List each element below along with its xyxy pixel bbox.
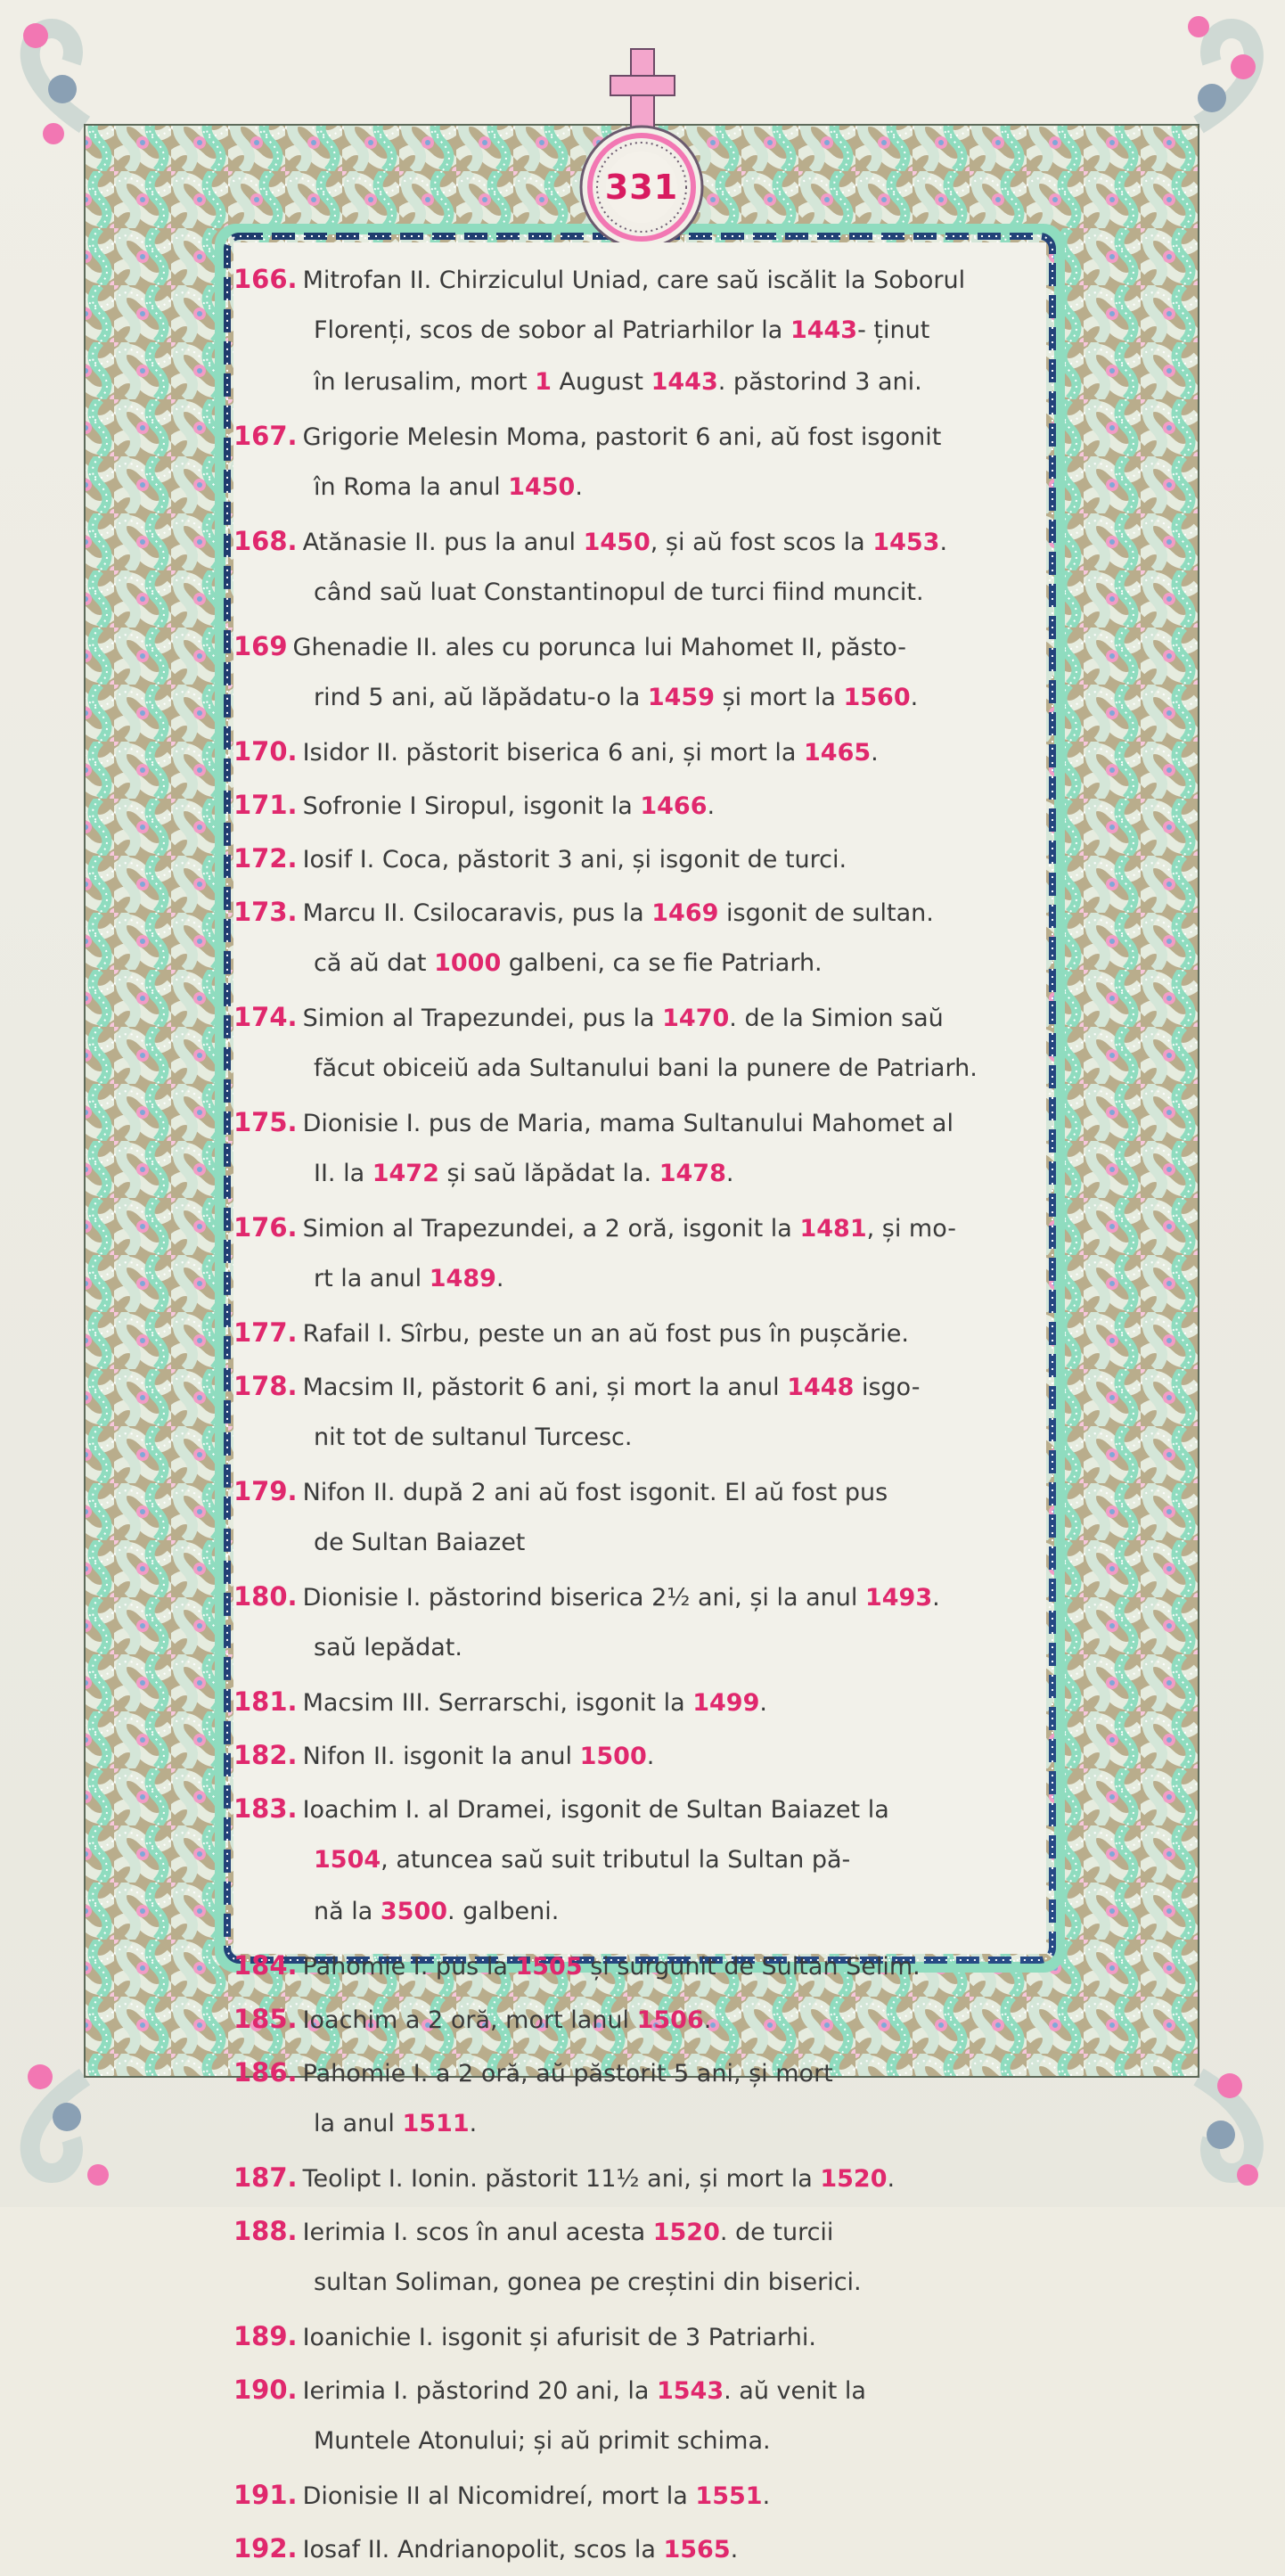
entry-line bbox=[233, 305, 1053, 357]
entry-text: în Ierusalim, mort bbox=[314, 368, 536, 396]
entry-text: rind 5 ani, aŭ lăpădatu-o la bbox=[314, 684, 648, 711]
entry-text: isgonit de sultan. bbox=[718, 899, 934, 927]
highlighted-year: 1506 bbox=[636, 2006, 704, 2034]
entry-text: . bbox=[646, 1743, 655, 1770]
entry-text: în Roma la anul bbox=[314, 473, 509, 501]
patriarch-entry bbox=[233, 2469, 1053, 2521]
entry-text: Florenți, scos de sobor al Patriarhilor la bbox=[314, 316, 790, 344]
patriarch-entry bbox=[233, 1202, 1053, 1305]
patriarch-entry bbox=[233, 2364, 1053, 2467]
highlighted-year: 1472 bbox=[372, 1160, 439, 1187]
entry-line bbox=[233, 567, 1053, 619]
entry-text: Nifon II. isgonit la anul bbox=[302, 1743, 580, 1770]
entry-line bbox=[233, 253, 1053, 305]
highlighted-year: 1453 bbox=[872, 529, 940, 556]
entry-line bbox=[233, 357, 1053, 408]
highlighted-year: 1543 bbox=[656, 2377, 724, 2405]
patriarch-entry bbox=[233, 2523, 1053, 2574]
entry-line bbox=[233, 2310, 1053, 2362]
entry-text: și surgunit de Sultan Selim. bbox=[582, 1953, 921, 1981]
entry-line bbox=[233, 1412, 1053, 1464]
entry-line bbox=[233, 1783, 1053, 1834]
entry-number: 174. bbox=[233, 1002, 298, 1032]
patriarch-entry bbox=[233, 1993, 1053, 2045]
entry-number: 170. bbox=[233, 736, 298, 767]
entry-text: Ierimia I. scos în anul acesta bbox=[302, 2219, 653, 2246]
entry-text: Ioachim I. al Dramei, isgonit de Sultan Baiazet la bbox=[302, 1796, 889, 1824]
patriarch-entry bbox=[233, 620, 1053, 724]
entry-text: Dionisie II al Nicomidreí, mort la bbox=[302, 2482, 696, 2510]
highlighted-year: 1000 bbox=[434, 949, 502, 977]
entry-text: August bbox=[551, 368, 651, 396]
corner-flourish-top-left bbox=[23, 23, 85, 144]
entry-line bbox=[233, 1253, 1053, 1305]
highlighted-year: 1470 bbox=[662, 1005, 730, 1032]
entry-line bbox=[233, 672, 1053, 724]
entry-text: . bbox=[759, 1689, 767, 1717]
entry-line bbox=[233, 1940, 1053, 1991]
patriarch-entry bbox=[233, 2310, 1053, 2362]
patriarch-entry bbox=[233, 833, 1053, 884]
highlighted-year: 1520 bbox=[652, 2219, 720, 2246]
highlighted-year: 1560 bbox=[843, 684, 911, 711]
highlighted-year: 1465 bbox=[804, 739, 872, 767]
entry-text: . bbox=[932, 1584, 940, 1612]
entry-text: rt la anul bbox=[314, 1265, 430, 1292]
highlighted-year: 1450 bbox=[583, 529, 651, 556]
entry-line bbox=[233, 2469, 1053, 2521]
entry-text: Pahomie I. pus la bbox=[302, 1953, 516, 1981]
entry-text: Iosif I. Coca, păstorit 3 ani, și isgonit de turci. bbox=[302, 846, 847, 874]
entry-number: 175. bbox=[233, 1107, 298, 1137]
entry-line bbox=[233, 1465, 1053, 1517]
entry-text: Dionisie I. pus de Maria, mama Sultanului Mahomet al bbox=[302, 1110, 954, 1137]
entry-line bbox=[233, 779, 1053, 831]
highlighted-year: 1520 bbox=[820, 2165, 888, 2193]
patriarch-entry bbox=[233, 410, 1053, 513]
entry-line bbox=[233, 1096, 1053, 1148]
highlighted-year: 1466 bbox=[640, 792, 708, 820]
entry-text: Macsim II, păstorit 6 ani, și mort la anul bbox=[302, 1374, 788, 1401]
entry-line bbox=[233, 991, 1053, 1043]
entry-line bbox=[233, 1202, 1053, 1253]
entry-number: 176. bbox=[233, 1212, 298, 1243]
entry-text: . bbox=[707, 792, 716, 820]
entry-line bbox=[233, 726, 1053, 777]
entry-number: 167. bbox=[233, 421, 298, 451]
highlighted-year: 1489 bbox=[429, 1265, 496, 1292]
entry-line bbox=[233, 462, 1053, 513]
entry-number: 184. bbox=[233, 1950, 298, 1981]
patriarch-entry bbox=[233, 253, 1053, 408]
patriarch-entry bbox=[233, 726, 1053, 777]
patriarch-entry bbox=[233, 2205, 1053, 2309]
entry-text: nit tot de sultanul Turcesc. bbox=[314, 1423, 633, 1451]
entry-line bbox=[233, 833, 1053, 884]
cross-ornament bbox=[610, 49, 675, 134]
entry-text: Grigorie Melesin Moma, pastorit 6 ani, aŭ fost isgonit bbox=[302, 423, 942, 451]
entry-number: 172. bbox=[233, 843, 298, 874]
entry-text: Atănasie II. pus la anul bbox=[302, 529, 584, 556]
entry-text: . de la Simion saŭ bbox=[729, 1005, 944, 1032]
entry-text: , și aŭ fost scos la bbox=[650, 529, 873, 556]
entry-line bbox=[233, 1676, 1053, 1727]
entry-number: 166. bbox=[233, 264, 298, 294]
entry-text: Ierimia I. păstorind 20 ani, la bbox=[302, 2377, 657, 2405]
entry-number: 171. bbox=[233, 790, 298, 820]
entry-text: . de turcii bbox=[719, 2219, 834, 2246]
entry-text: . bbox=[871, 739, 879, 767]
highlighted-year: 1469 bbox=[651, 899, 719, 927]
entry-line bbox=[233, 2523, 1053, 2574]
patriarch-entry bbox=[233, 779, 1053, 831]
entry-text: Pahomie I. a 2 oră, aŭ păstorit 5 ani, și mort bbox=[302, 2060, 833, 2088]
patriarch-entry bbox=[233, 1307, 1053, 1358]
entry-text: . bbox=[762, 2482, 771, 2510]
entry-text: Ioanichie I. isgonit și afurisit de 3 Patriarhi. bbox=[302, 2324, 816, 2351]
entry-line bbox=[233, 2416, 1053, 2467]
entry-line bbox=[233, 1148, 1053, 1200]
entry-text: . bbox=[725, 1160, 734, 1187]
entry-text: . bbox=[730, 2536, 739, 2564]
entry-text: Rafail I. Sîrbu, peste un an aŭ fost pus în pușcărie. bbox=[302, 1320, 909, 1348]
highlighted-year: 1443 bbox=[651, 368, 718, 396]
highlighted-year: 1499 bbox=[692, 1689, 760, 1717]
entry-line bbox=[233, 886, 1053, 938]
entry-text: galbeni, ca se fie Patriarh. bbox=[501, 949, 823, 977]
entry-text: și saŭ lăpădat la. bbox=[438, 1160, 659, 1187]
entry-text: isgo- bbox=[854, 1374, 921, 1401]
entry-line bbox=[233, 1834, 1053, 1886]
entry-number: 185. bbox=[233, 2004, 298, 2034]
highlighted-year: 1448 bbox=[787, 1374, 855, 1401]
highlighted-year: 1459 bbox=[647, 684, 716, 711]
entry-text: . bbox=[495, 1265, 504, 1292]
entry-text: Nifon II. după 2 ani aŭ fost isgonit. El aŭ fost pus bbox=[302, 1479, 888, 1506]
entry-line bbox=[233, 2257, 1053, 2309]
entry-line bbox=[233, 1886, 1053, 1938]
entry-number: 178. bbox=[233, 1371, 298, 1401]
entry-number: 168. bbox=[233, 526, 298, 556]
entry-number: 173. bbox=[233, 897, 298, 927]
entry-text: . bbox=[703, 2006, 712, 2034]
entry-text: - ținut bbox=[857, 316, 930, 344]
entry-text: sultan Soliman, gonea pe creștini din biserici. bbox=[314, 2268, 862, 2296]
entry-text: Mitrofan II. Chirziculul Uniad, care saŭ iscălit la Soborul bbox=[302, 267, 966, 294]
entry-text: Marcu II. Csilocaravis, pus la bbox=[302, 899, 652, 927]
entry-number: 182. bbox=[233, 1740, 298, 1770]
entry-text: când saŭ luat Constantinopul de turci fiind muncit. bbox=[314, 578, 924, 606]
highlighted-year: 1481 bbox=[799, 1215, 867, 1243]
entry-number: 181. bbox=[233, 1686, 298, 1717]
highlighted-year: 1 bbox=[535, 368, 552, 396]
entry-text: Isidor II. păstorit biserica 6 ani, și mort la bbox=[302, 739, 805, 767]
entry-number: 183. bbox=[233, 1793, 298, 1824]
entry-text: . bbox=[910, 684, 919, 711]
corner-flourish-bottom-left bbox=[28, 2064, 109, 2186]
patriarch-entry bbox=[233, 1465, 1053, 1569]
entry-line bbox=[233, 1043, 1053, 1095]
patriarch-entry bbox=[233, 2047, 1053, 2150]
entry-text: . bbox=[939, 529, 948, 556]
corner-flourish-bottom-right bbox=[1199, 2073, 1258, 2186]
entry-line bbox=[233, 1993, 1053, 2045]
entry-line bbox=[233, 2047, 1053, 2098]
entry-number: 191. bbox=[233, 2480, 298, 2510]
entry-text: saŭ lepădat. bbox=[314, 1634, 462, 1661]
highlighted-year: 1493 bbox=[864, 1584, 933, 1612]
entry-text: . bbox=[575, 473, 583, 501]
entry-line bbox=[233, 2152, 1053, 2203]
entry-text: . bbox=[887, 2165, 896, 2193]
entry-text: la anul bbox=[314, 2110, 403, 2137]
patriarch-entry bbox=[233, 991, 1053, 1095]
entry-number: 188. bbox=[233, 2216, 298, 2246]
highlighted-year: 1565 bbox=[663, 2536, 731, 2564]
entry-text: . bbox=[469, 2110, 478, 2137]
entry-number: 177. bbox=[233, 1317, 298, 1348]
patriarch-entry bbox=[233, 1360, 1053, 1464]
patriarch-entry bbox=[233, 1676, 1053, 1727]
entry-number: 190. bbox=[233, 2375, 298, 2405]
highlighted-year: 1505 bbox=[515, 1953, 583, 1981]
highlighted-year: 1443 bbox=[790, 316, 858, 344]
entry-line bbox=[233, 2364, 1053, 2416]
entry-text: Sofronie I Siropul, isgonit la bbox=[302, 792, 641, 820]
entry-line bbox=[233, 1517, 1053, 1569]
entry-number: 187. bbox=[233, 2162, 298, 2193]
text-panel bbox=[233, 242, 1046, 2564]
highlighted-year: 1450 bbox=[508, 473, 576, 501]
patriarch-entry bbox=[233, 1940, 1053, 1991]
entry-text: făcut obiceiŭ ada Sultanului bani la punere de Patriarh. bbox=[314, 1054, 978, 1082]
entry-text: și mort la bbox=[715, 684, 844, 711]
entry-text: nă la bbox=[314, 1898, 381, 1925]
entry-line bbox=[233, 938, 1053, 989]
entry-text: . galbeni. bbox=[447, 1898, 560, 1925]
entry-number: 180. bbox=[233, 1581, 298, 1612]
entry-number: 179. bbox=[233, 1476, 298, 1506]
entry-text: de Sultan Baiazet bbox=[314, 1529, 526, 1556]
entry-line bbox=[233, 2205, 1053, 2257]
entry-line bbox=[233, 1729, 1053, 1781]
entry-text: II. la bbox=[314, 1160, 372, 1187]
entry-line bbox=[233, 2098, 1053, 2150]
highlighted-year: 1551 bbox=[695, 2482, 763, 2510]
entry-line bbox=[233, 1360, 1053, 1412]
patriarch-entry bbox=[233, 1571, 1053, 1674]
entry-line bbox=[233, 620, 1053, 672]
entry-text: Ioachim a 2 oră, mort lanul bbox=[302, 2006, 637, 2034]
patriarch-entry bbox=[233, 1096, 1053, 1200]
patriarch-entry bbox=[233, 1729, 1053, 1781]
patriarch-entry bbox=[233, 515, 1053, 619]
entry-line bbox=[233, 1307, 1053, 1358]
patriarch-entry bbox=[233, 2152, 1053, 2203]
entry-text: , atuncea saŭ suit tributul la Sultan pă- bbox=[381, 1846, 851, 1874]
entry-text: Ghenadie II. ales cu porunca lui Mahomet II, păsto- bbox=[292, 634, 907, 661]
entry-number: 186. bbox=[233, 2057, 298, 2088]
entry-text: Muntele Atonului; și aŭ primit schima. bbox=[314, 2427, 771, 2455]
highlighted-year: 1504 bbox=[314, 1846, 381, 1874]
corner-flourish-top-right bbox=[1188, 16, 1256, 125]
entry-text: că aŭ dat bbox=[314, 949, 435, 977]
entry-text: , și mo- bbox=[866, 1215, 956, 1243]
entry-number: 189. bbox=[233, 2321, 298, 2351]
entry-text: Iosaf II. Andrianopolit, scos la bbox=[302, 2536, 664, 2564]
entry-line bbox=[233, 1622, 1053, 1674]
patriarch-entry bbox=[233, 1783, 1053, 1938]
entry-text: Dionisie I. păstorind biserica 2½ ani, și la anul bbox=[302, 1584, 865, 1612]
entry-number: 192. bbox=[233, 2533, 298, 2564]
highlighted-year: 1500 bbox=[579, 1743, 647, 1770]
entry-text: . păstorind 3 ani. bbox=[717, 368, 922, 396]
entry-line bbox=[233, 1571, 1053, 1622]
entry-text: Simion al Trapezundei, pus la bbox=[302, 1005, 663, 1032]
highlighted-year: 1511 bbox=[402, 2110, 470, 2137]
entry-text: Macsim III. Serrarschi, isgonit la bbox=[302, 1689, 693, 1717]
entry-number: 169 bbox=[233, 631, 288, 661]
entry-line bbox=[233, 410, 1053, 462]
patriarch-entry bbox=[233, 886, 1053, 989]
entry-text: Simion al Trapezundei, a 2 oră, isgonit la bbox=[302, 1215, 800, 1243]
highlighted-year: 1478 bbox=[659, 1160, 726, 1187]
page-number: 331 bbox=[604, 168, 679, 207]
entry-text: Teolipt I. Ionin. păstorit 11½ ani, și mort la bbox=[302, 2165, 821, 2193]
entry-text: . aŭ venit la bbox=[724, 2377, 866, 2405]
entry-line bbox=[233, 515, 1053, 567]
highlighted-year: 3500 bbox=[380, 1898, 448, 1925]
